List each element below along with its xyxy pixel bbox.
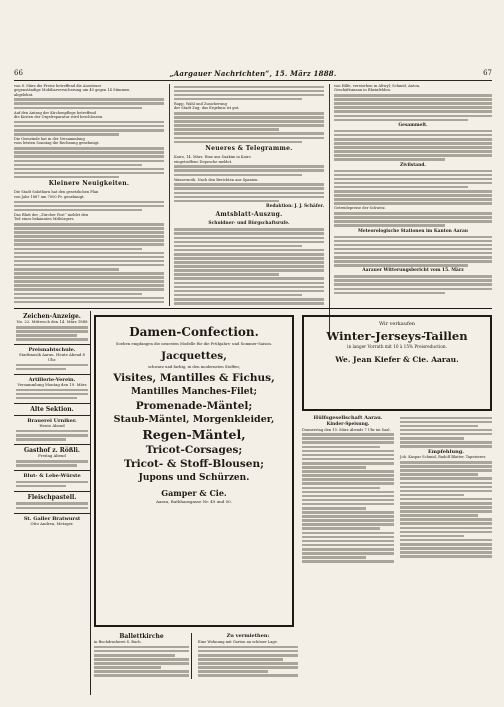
- section-heading: Kleinere Neuigkeiten.: [48, 180, 130, 188]
- ad-item: Regen-Mäntel,: [142, 427, 246, 443]
- ad-block: [14, 345, 90, 375]
- advertisement-section: [14, 308, 492, 695]
- ad-text: Heute Abend: [39, 422, 65, 428]
- subsection-heading: Zivilstand.: [400, 162, 426, 168]
- ad-column: [400, 415, 492, 559]
- ad-item: Jupons und Schürzen.: [138, 473, 250, 484]
- text-line: von 8. März die Preise betreffend die Aussteuer: [14, 84, 102, 88]
- text-line: Die Stadt Solothurn hat den gesetzlichen Plan: [14, 190, 99, 195]
- ad-title: Brauerei Urniker.: [27, 417, 77, 424]
- ad-intro: Soeben empfangen die neuesten Modelle für die Frühjahrs- und Sommer-Saison.: [115, 341, 273, 346]
- ad-headline: Winter-Jerseys-Taillen: [326, 329, 468, 343]
- ad-item: Staub-Mäntel, Morgenkleider,: [113, 414, 275, 426]
- ad-text: Freitag Abend: [38, 453, 66, 459]
- jersey-taillen-ad: [302, 315, 492, 411]
- page-number-right: 67: [483, 69, 492, 77]
- ad-title: Fleischpastell.: [27, 493, 77, 501]
- ad-text: Versammlung Montag den 19. März: [17, 381, 87, 387]
- text-line: Geschäftsmann in Rheinfelden.: [334, 88, 391, 93]
- subsection-heading: Schuldner- und Bürgschaftsrufe.: [208, 221, 290, 227]
- ad-column: [198, 633, 298, 679]
- ad-title: St. Galler Bratwurst: [23, 515, 81, 522]
- ad-address: Aarau, Rathhausgasse Nr. 49 und 50.: [156, 499, 232, 505]
- newspaper-page: [14, 66, 492, 694]
- ad-item: Tricot-Corsages;: [145, 444, 243, 457]
- ad-item: Jacquettes,: [161, 349, 227, 362]
- page-number-left: 66: [14, 69, 23, 77]
- ad-text: Stadtmusik Aarau. Heute Abend 8 Uhr.: [19, 352, 85, 362]
- ad-item: Visites, Mantilles & Fichus,: [113, 372, 275, 385]
- ad-block: [14, 375, 90, 404]
- ad-title: Hülfsgesellschaft Aarau.: [313, 415, 383, 421]
- ad-title: Zu vermiethen:: [226, 633, 270, 639]
- ad-text: Donnerstag den 15. März Abends 7 Uhr im Saal.: [302, 427, 391, 432]
- ad-title: Ballettkirche: [119, 633, 164, 640]
- ad-subtitle: Kinder-Speisung.: [326, 422, 370, 427]
- ad-headline: Damen-Confection.: [129, 325, 259, 339]
- ad-subline: in langer Vorrath mit 10 à 15% Preisreduction.: [347, 344, 447, 349]
- ad-firm: Gamper & Cie.: [161, 488, 227, 499]
- ad-title: Zeichen-Anzeige.: [23, 313, 81, 320]
- text-line: von Hilfe, verstorben in Altwyl; Schmid, Anton,: [334, 84, 421, 88]
- ad-block: [14, 471, 90, 492]
- ad-block: [14, 514, 90, 528]
- subsection-heading: Aarauer Witterungsbericht vom 15. März: [362, 268, 464, 274]
- editor-signature: Redaktion: J. J. Schäfer.: [266, 203, 324, 209]
- text-line: Kairo, 14. März. Eine aus Suakim in Kairo: [174, 155, 251, 160]
- ad-block: [14, 445, 90, 471]
- ad-title: Artillerie-Verein.: [28, 376, 76, 383]
- ads-left-column: [14, 311, 91, 695]
- section-heading: Amtsblatt-Auszug.: [215, 211, 283, 219]
- damen-confection-ad: [94, 315, 294, 627]
- ad-block: [14, 404, 90, 416]
- ad-item: Tricot- & Stoff-Blousen;: [124, 458, 264, 471]
- text-line: Auf den Antrag der Kirchenpflege betreffend: [14, 110, 96, 115]
- text-line: Tod eines bekannten Mitbürgers.: [14, 217, 75, 222]
- text-line: Das Blatt der „Zürcher Post“ meldet den: [14, 212, 89, 217]
- ad-text: No. 22. Mittwoch den 14. März 1888: [16, 319, 88, 324]
- subsection-heading: Meteorologische Stationen im Kanton Aarau: [358, 228, 468, 234]
- text-line: Getreidepreise der Schweiz.: [334, 206, 386, 211]
- ad-title: Blut- & Lebe-Würste: [23, 473, 81, 480]
- ad-title: Preisnahtschule.: [28, 347, 76, 354]
- ads-right-columns: [302, 415, 492, 695]
- ads-bottom-row: [94, 633, 300, 695]
- text-line: vom letzten Sonntag die Rechnung genehmigt.: [14, 141, 100, 146]
- ad-text: Joh. Kaspar Schmid, Rudolf Blatter, Tapezierer.: [400, 455, 486, 460]
- column-rule: [329, 84, 330, 338]
- article-column-3: [334, 84, 492, 338]
- article-column-1: [14, 84, 164, 306]
- ad-column: [94, 633, 192, 679]
- ad-title: Empfehlung.: [428, 449, 464, 456]
- section-heading: Neueres & Telegramme.: [205, 145, 293, 153]
- text-line: gegenständige Mobiliarversicherung um 40 gegen 14 Stimmen: [14, 88, 130, 93]
- text-line: Wassernoth. Nach den Berichten aus Spanien.: [174, 177, 259, 182]
- text-line: Rapp, Wahl und Zusicherung: [174, 101, 227, 106]
- ad-item-note: schwarz und farbig, in den modernsten Stoffen;: [147, 363, 241, 369]
- ad-block: [14, 311, 90, 345]
- ad-item: Promenade-Mäntel;: [135, 400, 253, 413]
- ad-item: Mantilles Manches-Filet;: [131, 387, 257, 398]
- ad-firm: We. Jean Kiefer & Cie. Aarau.: [335, 355, 459, 364]
- ad-text: Eine Wohnung mit Garten an schöner Lage.: [198, 640, 278, 644]
- text-line: die Kosten der Orgelreparatur wird beschlossen.: [14, 114, 104, 119]
- ad-text: in Buchdruckerei S. Buch.: [94, 640, 142, 644]
- text-line: von Jahr 1887 um 7000 Fr. genehmigt.: [14, 194, 85, 199]
- subsection-heading: Gesammelt.: [398, 122, 428, 128]
- ad-text: Otto Andrea, Metzger.: [30, 520, 74, 526]
- ad-block: [14, 416, 90, 445]
- ad-title: Alte Sektion.: [30, 405, 74, 413]
- text-line: abgelehnt.: [14, 92, 34, 97]
- column-rule: [169, 84, 170, 306]
- ad-kicker: Wir verkaufen: [378, 321, 416, 327]
- text-line: eingetroffene Depesche meldet.: [174, 159, 233, 164]
- page-header: [14, 66, 492, 81]
- text-line: der Stadt Zug; das Ergebnis ist gut.: [174, 106, 240, 111]
- page-header-title: „Aargauer Nachrichten“, 15. März 1888.: [169, 68, 337, 78]
- ad-column: [302, 415, 394, 564]
- ad-block: [14, 492, 90, 514]
- article-column-2: [174, 84, 324, 306]
- ad-title: Gasthof z. Rößli.: [24, 447, 80, 455]
- text-line: Die Gemeinde hat in der Versammlung: [14, 137, 85, 142]
